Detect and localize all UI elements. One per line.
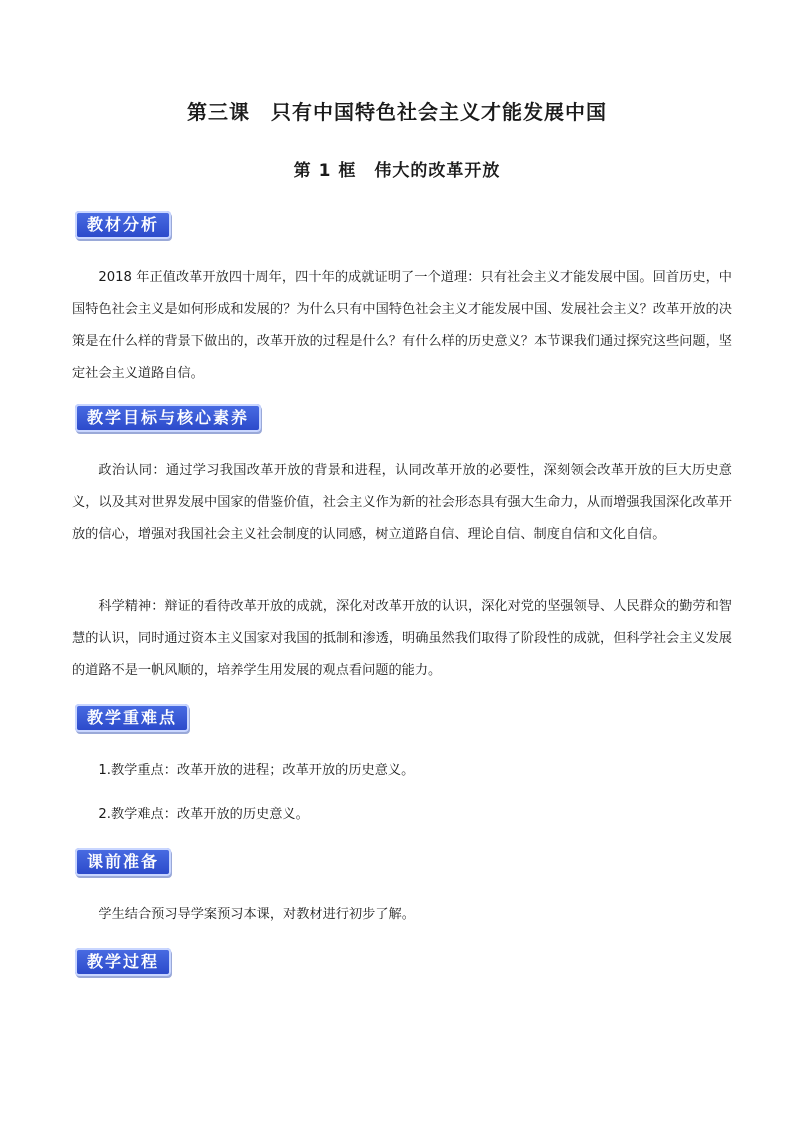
key-difficulty-item: 2.教学难点：改革开放的历史意义。: [98, 807, 309, 822]
lesson-title: 第三课 只有中国特色社会主义才能发展中国: [187, 100, 607, 124]
section-tag-preparation: 课前准备: [75, 848, 171, 876]
section-tag-key-points: 教学重难点: [75, 704, 189, 732]
section-tag-process: 教学过程: [75, 948, 171, 976]
section-tag-analysis: 教材分析: [75, 211, 171, 239]
section-tag-goals: 教学目标与核心素养: [75, 404, 261, 432]
key-focus-item: 1.教学重点：改革开放的进程；改革开放的历史意义。: [98, 763, 415, 778]
goals-political-paragraph: 政治认同：通过学习我国改革开放的背景和进程，认同改革开放的必要性，深刻领会改革开放的巨大历史意义，以及其对世界发展中国家的借鉴价值，社会主义作为新的社会形态具有强大生命力，从而增强我国深化改革开放的信心，增强对我国社会主义社会制度的认同感，树立道路自信、理论自信、制度自信和文化自信。: [72, 463, 732, 542]
preparation-paragraph: 学生结合预习导学案预习本课，对教材进行初步了解。: [98, 907, 415, 922]
frame-title: 第 1 框 伟大的改革开放: [293, 161, 501, 181]
goals-science-paragraph: 科学精神：辩证的看待改革开放的成就，深化对改革开放的认识，深化对党的坚强领导、人民群众的勤劳和智慧的认识，同时通过资本主义国家对我国的抵制和渗透，明确虽然我们取得了阶段性的成就，但科学社会主义发展的道路不是一帆风顺的，培养学生用发展的观点看问题的能力。: [72, 599, 732, 678]
analysis-paragraph: 2018 年正值改革开放四十周年，四十年的成就证明了一个道理：只有社会主义才能发展中国。回首历史，中国特色社会主义是如何形成和发展的？为什么只有中国特色社会主义才能发展中国、发展社会主义？改革开放的决策是在什么样的背景下做出的，改革开放的过程是什么？有什么样的历史意义？本节课我们通过探究这些问题，坚定社会主义道路自信。: [72, 270, 732, 381]
